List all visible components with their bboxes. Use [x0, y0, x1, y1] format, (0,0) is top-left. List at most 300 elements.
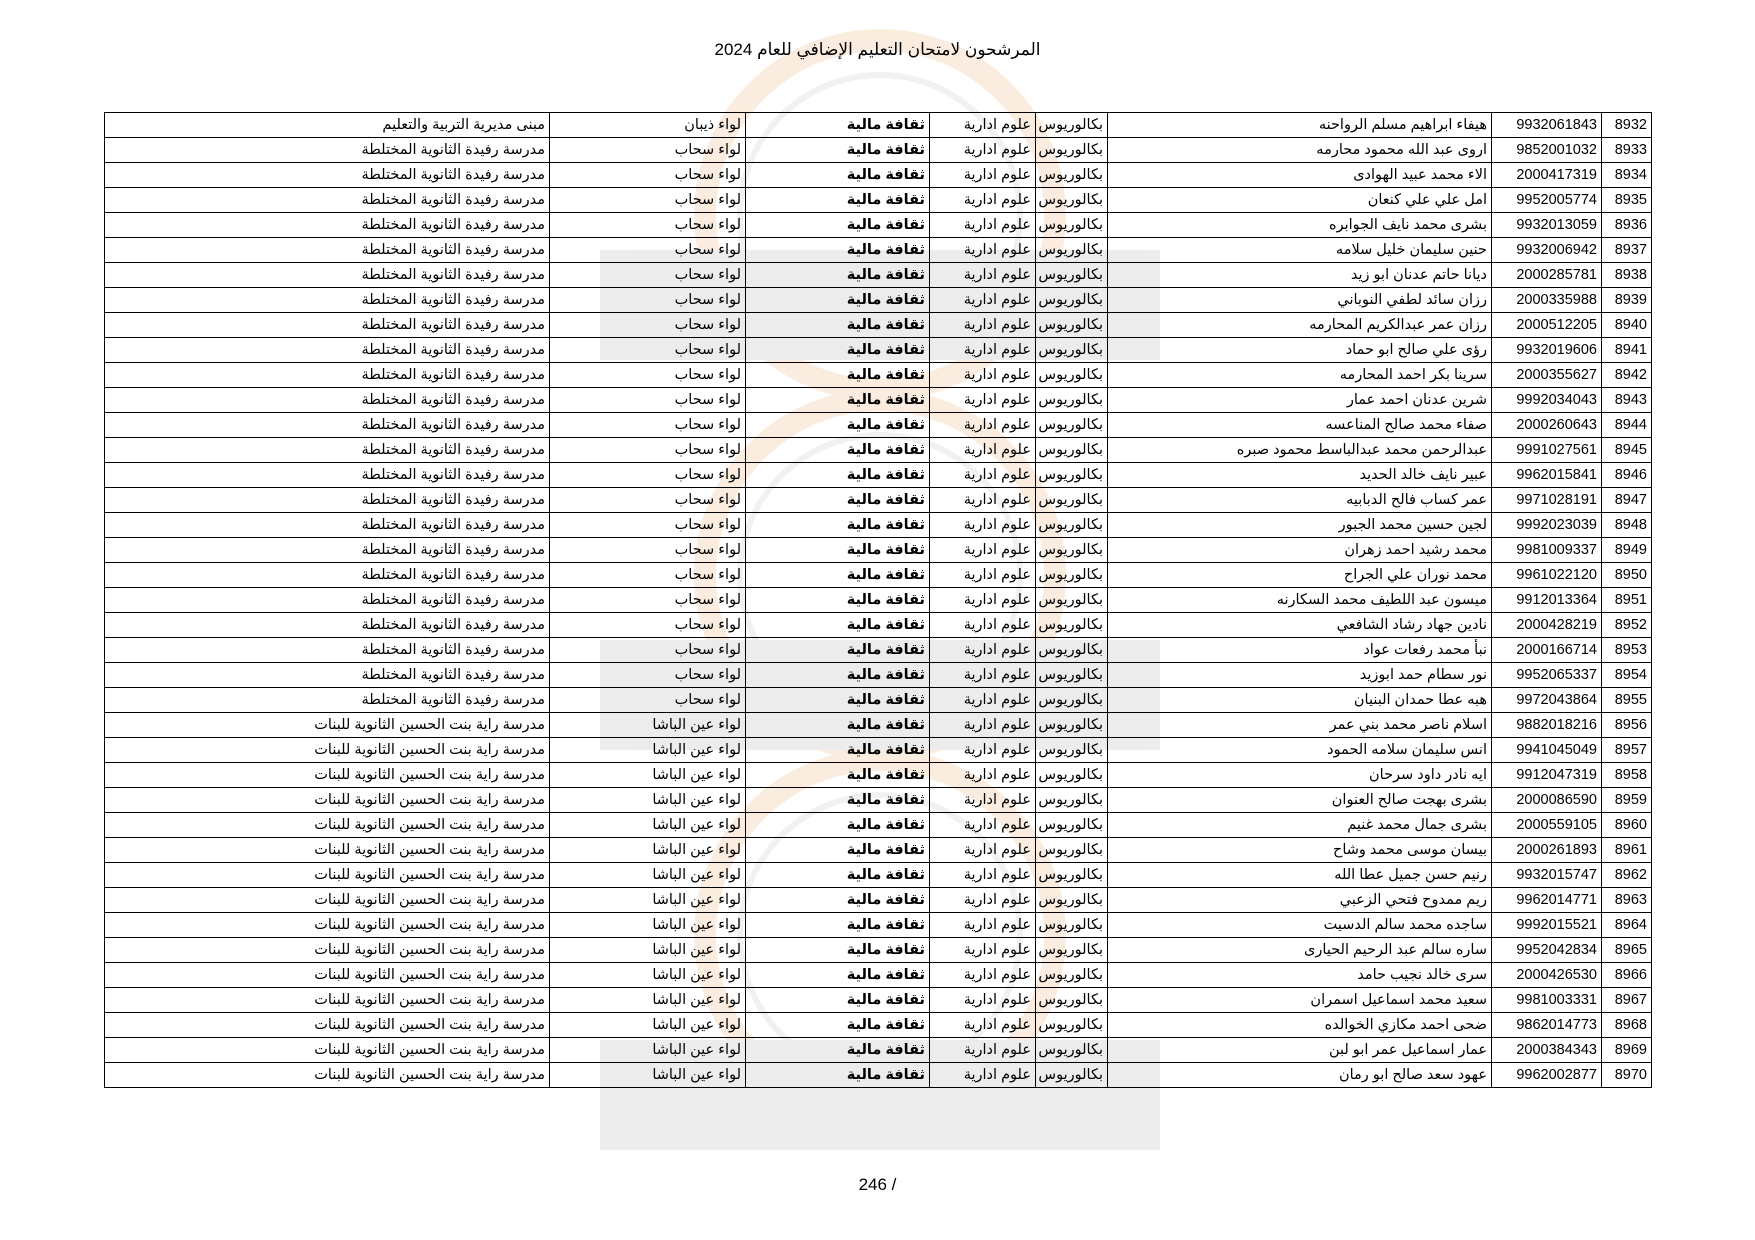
district-cell: لواء سحاب	[550, 163, 746, 188]
district-cell: لواء سحاب	[550, 463, 746, 488]
degree-cell: بكالوريوس	[1036, 763, 1108, 788]
table-row	[105, 713, 1652, 738]
degree-cell: بكالوريوس	[1036, 963, 1108, 988]
district-cell: لواء عين الباشا	[550, 938, 746, 963]
table-row	[105, 538, 1652, 563]
exam-subject-cell: ثقافة مالية	[746, 963, 930, 988]
district-cell: لواء سحاب	[550, 613, 746, 638]
candidate-name-cell: نادين جهاد رشاد الشافعي	[1108, 613, 1492, 638]
national-id-cell: 2000285781	[1492, 263, 1602, 288]
national-id-cell: 9952065337	[1492, 663, 1602, 688]
specialty-cell: علوم ادارية	[930, 563, 1036, 588]
degree-cell: بكالوريوس	[1036, 1038, 1108, 1063]
national-id-cell: 9992034043	[1492, 388, 1602, 413]
degree-cell: بكالوريوس	[1036, 838, 1108, 863]
page-number: 246 /	[858, 1175, 897, 1194]
row-number-cell: 8955	[1602, 688, 1652, 713]
table-row	[105, 513, 1652, 538]
specialty-cell: علوم ادارية	[930, 363, 1036, 388]
table-row	[105, 138, 1652, 163]
exam-venue-cell: مدرسة راية بنت الحسين الثانوية للبنات	[105, 763, 550, 788]
exam-venue-cell: مدرسة راية بنت الحسين الثانوية للبنات	[105, 888, 550, 913]
candidate-name-cell: بيسان موسى محمد وشاح	[1108, 838, 1492, 863]
table-row	[105, 413, 1652, 438]
table-row	[105, 338, 1652, 363]
candidate-name-cell: اروى عبد الله محمود محارمه	[1108, 138, 1492, 163]
degree-cell: بكالوريوس	[1036, 938, 1108, 963]
table-row	[105, 563, 1652, 588]
district-cell: لواء سحاب	[550, 388, 746, 413]
exam-subject-cell: ثقافة مالية	[746, 1038, 930, 1063]
candidates-table-body	[105, 113, 1652, 1088]
exam-venue-cell: مدرسة رفيدة الثانوية المختلطة	[105, 388, 550, 413]
exam-venue-cell: مدرسة رفيدة الثانوية المختلطة	[105, 563, 550, 588]
specialty-cell: علوم ادارية	[930, 638, 1036, 663]
candidate-name-cell: شرين عدنان احمد عمار	[1108, 388, 1492, 413]
exam-subject-cell: ثقافة مالية	[746, 988, 930, 1013]
national-id-cell: 9962002877	[1492, 1063, 1602, 1088]
table-row	[105, 1013, 1652, 1038]
exam-venue-cell: مدرسة راية بنت الحسين الثانوية للبنات	[105, 838, 550, 863]
specialty-cell: علوم ادارية	[930, 938, 1036, 963]
degree-cell: بكالوريوس	[1036, 238, 1108, 263]
national-id-cell: 9962015841	[1492, 463, 1602, 488]
specialty-cell: علوم ادارية	[930, 863, 1036, 888]
candidate-name-cell: امل علي علي كنعان	[1108, 188, 1492, 213]
row-number-cell: 8938	[1602, 263, 1652, 288]
row-number-cell: 8960	[1602, 813, 1652, 838]
row-number-cell: 8941	[1602, 338, 1652, 363]
exam-subject-cell: ثقافة مالية	[746, 913, 930, 938]
exam-venue-cell: مدرسة رفيدة الثانوية المختلطة	[105, 613, 550, 638]
table-row	[105, 263, 1652, 288]
table-row	[105, 463, 1652, 488]
national-id-cell: 9981009337	[1492, 538, 1602, 563]
national-id-cell: 2000335988	[1492, 288, 1602, 313]
specialty-cell: علوم ادارية	[930, 288, 1036, 313]
district-cell: لواء عين الباشا	[550, 863, 746, 888]
row-number-cell: 8966	[1602, 963, 1652, 988]
district-cell: لواء سحاب	[550, 313, 746, 338]
candidate-name-cell: هبه عطا حمدان البنيان	[1108, 688, 1492, 713]
candidate-name-cell: انس سليمان سلامه الحمود	[1108, 738, 1492, 763]
specialty-cell: علوم ادارية	[930, 213, 1036, 238]
row-number-cell: 8939	[1602, 288, 1652, 313]
table-row	[105, 763, 1652, 788]
district-cell: لواء سحاب	[550, 513, 746, 538]
exam-subject-cell: ثقافة مالية	[746, 688, 930, 713]
degree-cell: بكالوريوس	[1036, 538, 1108, 563]
exam-subject-cell: ثقافة مالية	[746, 663, 930, 688]
candidate-name-cell: بشرى بهجت صالح العنوان	[1108, 788, 1492, 813]
exam-venue-cell: مدرسة راية بنت الحسين الثانوية للبنات	[105, 1063, 550, 1088]
candidate-name-cell: رزان سائد لطفي النوباني	[1108, 288, 1492, 313]
national-id-cell: 9961022120	[1492, 563, 1602, 588]
specialty-cell: علوم ادارية	[930, 988, 1036, 1013]
candidate-name-cell: هيفاء ابراهيم مسلم الرواحنه	[1108, 113, 1492, 138]
exam-venue-cell: مدرسة رفيدة الثانوية المختلطة	[105, 138, 550, 163]
specialty-cell: علوم ادارية	[930, 813, 1036, 838]
specialty-cell: علوم ادارية	[930, 388, 1036, 413]
exam-subject-cell: ثقافة مالية	[746, 713, 930, 738]
national-id-cell: 9932019606	[1492, 338, 1602, 363]
exam-venue-cell: مدرسة رفيدة الثانوية المختلطة	[105, 313, 550, 338]
exam-venue-cell: مدرسة رفيدة الثانوية المختلطة	[105, 638, 550, 663]
candidate-name-cell: عمر كساب فالح الدبابيه	[1108, 488, 1492, 513]
specialty-cell: علوم ادارية	[930, 263, 1036, 288]
district-cell: لواء سحاب	[550, 663, 746, 688]
national-id-cell: 2000384343	[1492, 1038, 1602, 1063]
row-number-cell: 8944	[1602, 413, 1652, 438]
national-id-cell: 9972043864	[1492, 688, 1602, 713]
district-cell: لواء سحاب	[550, 413, 746, 438]
district-cell: لواء عين الباشا	[550, 763, 746, 788]
candidate-name-cell: ضحى احمد مكازي الخوالده	[1108, 1013, 1492, 1038]
national-id-cell: 9992023039	[1492, 513, 1602, 538]
exam-venue-cell: مبنى مديرية التربية والتعليم	[105, 113, 550, 138]
degree-cell: بكالوريوس	[1036, 288, 1108, 313]
exam-subject-cell: ثقافة مالية	[746, 338, 930, 363]
exam-subject-cell: ثقافة مالية	[746, 763, 930, 788]
table-row	[105, 813, 1652, 838]
specialty-cell: علوم ادارية	[930, 713, 1036, 738]
district-cell: لواء سحاب	[550, 238, 746, 263]
degree-cell: بكالوريوس	[1036, 738, 1108, 763]
table-row	[105, 888, 1652, 913]
district-cell: لواء سحاب	[550, 288, 746, 313]
exam-subject-cell: ثقافة مالية	[746, 888, 930, 913]
district-cell: لواء سحاب	[550, 488, 746, 513]
candidate-name-cell: بشرى محمد نايف الجوابره	[1108, 213, 1492, 238]
national-id-cell: 9962014771	[1492, 888, 1602, 913]
exam-venue-cell: مدرسة رفيدة الثانوية المختلطة	[105, 413, 550, 438]
table-row	[105, 163, 1652, 188]
exam-subject-cell: ثقافة مالية	[746, 388, 930, 413]
row-number-cell: 8959	[1602, 788, 1652, 813]
specialty-cell: علوم ادارية	[930, 663, 1036, 688]
row-number-cell: 8951	[1602, 588, 1652, 613]
table-row	[105, 913, 1652, 938]
district-cell: لواء سحاب	[550, 438, 746, 463]
national-id-cell: 9952042834	[1492, 938, 1602, 963]
candidate-name-cell: ميسون عبد اللطيف محمد السكارنه	[1108, 588, 1492, 613]
table-row	[105, 213, 1652, 238]
national-id-cell: 2000086590	[1492, 788, 1602, 813]
row-number-cell: 8970	[1602, 1063, 1652, 1088]
degree-cell: بكالوريوس	[1036, 188, 1108, 213]
specialty-cell: علوم ادارية	[930, 488, 1036, 513]
national-id-cell: 9862014773	[1492, 1013, 1602, 1038]
degree-cell: بكالوريوس	[1036, 913, 1108, 938]
exam-subject-cell: ثقافة مالية	[746, 313, 930, 338]
candidate-name-cell: سعيد محمد اسماعيل اسمران	[1108, 988, 1492, 1013]
row-number-cell: 8933	[1602, 138, 1652, 163]
degree-cell: بكالوريوس	[1036, 813, 1108, 838]
row-number-cell: 8937	[1602, 238, 1652, 263]
row-number-cell: 8964	[1602, 913, 1652, 938]
candidates-table	[104, 112, 1652, 1088]
degree-cell: بكالوريوس	[1036, 363, 1108, 388]
row-number-cell: 8943	[1602, 388, 1652, 413]
row-number-cell: 8947	[1602, 488, 1652, 513]
exam-venue-cell: مدرسة رفيدة الثانوية المختلطة	[105, 438, 550, 463]
degree-cell: بكالوريوس	[1036, 613, 1108, 638]
district-cell: لواء عين الباشا	[550, 988, 746, 1013]
candidate-name-cell: حنين سليمان خليل سلامه	[1108, 238, 1492, 263]
degree-cell: بكالوريوس	[1036, 113, 1108, 138]
row-number-cell: 8942	[1602, 363, 1652, 388]
national-id-cell: 9882018216	[1492, 713, 1602, 738]
degree-cell: بكالوريوس	[1036, 1013, 1108, 1038]
district-cell: لواء ذيبان	[550, 113, 746, 138]
table-row	[105, 788, 1652, 813]
degree-cell: بكالوريوس	[1036, 863, 1108, 888]
row-number-cell: 8940	[1602, 313, 1652, 338]
national-id-cell: 2000426530	[1492, 963, 1602, 988]
row-number-cell: 8945	[1602, 438, 1652, 463]
row-number-cell: 8934	[1602, 163, 1652, 188]
table-row	[105, 188, 1652, 213]
row-number-cell: 8969	[1602, 1038, 1652, 1063]
candidate-name-cell: صفاء محمد صالح المناعسه	[1108, 413, 1492, 438]
exam-subject-cell: ثقافة مالية	[746, 238, 930, 263]
exam-subject-cell: ثقافة مالية	[746, 813, 930, 838]
exam-subject-cell: ثقافة مالية	[746, 438, 930, 463]
row-number-cell: 8953	[1602, 638, 1652, 663]
degree-cell: بكالوريوس	[1036, 313, 1108, 338]
national-id-cell: 2000559105	[1492, 813, 1602, 838]
exam-venue-cell: مدرسة راية بنت الحسين الثانوية للبنات	[105, 963, 550, 988]
district-cell: لواء عين الباشا	[550, 963, 746, 988]
district-cell: لواء سحاب	[550, 263, 746, 288]
national-id-cell: 2000512205	[1492, 313, 1602, 338]
row-number-cell: 8968	[1602, 1013, 1652, 1038]
degree-cell: بكالوريوس	[1036, 588, 1108, 613]
national-id-cell: 9912047319	[1492, 763, 1602, 788]
exam-subject-cell: ثقافة مالية	[746, 363, 930, 388]
exam-venue-cell: مدرسة راية بنت الحسين الثانوية للبنات	[105, 713, 550, 738]
district-cell: لواء عين الباشا	[550, 713, 746, 738]
specialty-cell: علوم ادارية	[930, 963, 1036, 988]
table-row	[105, 313, 1652, 338]
national-id-cell: 9932061843	[1492, 113, 1602, 138]
specialty-cell: علوم ادارية	[930, 763, 1036, 788]
specialty-cell: علوم ادارية	[930, 788, 1036, 813]
exam-subject-cell: ثقافة مالية	[746, 613, 930, 638]
page-title: المرشحون لامتحان التعليم الإضافي للعام 2024	[714, 40, 1041, 59]
district-cell: لواء عين الباشا	[550, 888, 746, 913]
candidate-name-cell: ساره سالم عبد الرحيم الحيارى	[1108, 938, 1492, 963]
exam-venue-cell: مدرسة رفيدة الثانوية المختلطة	[105, 163, 550, 188]
row-number-cell: 8950	[1602, 563, 1652, 588]
row-number-cell: 8954	[1602, 663, 1652, 688]
table-row	[105, 838, 1652, 863]
table-row	[105, 1038, 1652, 1063]
national-id-cell: 9952005774	[1492, 188, 1602, 213]
candidate-name-cell: رنيم حسن جميل عطا الله	[1108, 863, 1492, 888]
national-id-cell: 2000355627	[1492, 363, 1602, 388]
row-number-cell: 8935	[1602, 188, 1652, 213]
degree-cell: بكالوريوس	[1036, 713, 1108, 738]
national-id-cell: 9981003331	[1492, 988, 1602, 1013]
candidate-name-cell: نبأ محمد رفعات عواد	[1108, 638, 1492, 663]
table-row	[105, 638, 1652, 663]
exam-venue-cell: مدرسة راية بنت الحسين الثانوية للبنات	[105, 1038, 550, 1063]
table-row	[105, 238, 1652, 263]
degree-cell: بكالوريوس	[1036, 488, 1108, 513]
district-cell: لواء سحاب	[550, 188, 746, 213]
row-number-cell: 8962	[1602, 863, 1652, 888]
exam-venue-cell: مدرسة رفيدة الثانوية المختلطة	[105, 513, 550, 538]
exam-subject-cell: ثقافة مالية	[746, 488, 930, 513]
table-row	[105, 663, 1652, 688]
table-row	[105, 938, 1652, 963]
district-cell: لواء سحاب	[550, 213, 746, 238]
specialty-cell: علوم ادارية	[930, 163, 1036, 188]
national-id-cell: 9932013059	[1492, 213, 1602, 238]
district-cell: لواء عين الباشا	[550, 1013, 746, 1038]
candidate-name-cell: نور سطام حمد ابوزيد	[1108, 663, 1492, 688]
district-cell: لواء سحاب	[550, 538, 746, 563]
specialty-cell: علوم ادارية	[930, 113, 1036, 138]
row-number-cell: 8946	[1602, 463, 1652, 488]
row-number-cell: 8936	[1602, 213, 1652, 238]
national-id-cell: 9992015521	[1492, 913, 1602, 938]
exam-subject-cell: ثقافة مالية	[746, 563, 930, 588]
specialty-cell: علوم ادارية	[930, 338, 1036, 363]
degree-cell: بكالوريوس	[1036, 263, 1108, 288]
row-number-cell: 8952	[1602, 613, 1652, 638]
row-number-cell: 8956	[1602, 713, 1652, 738]
specialty-cell: علوم ادارية	[930, 188, 1036, 213]
exam-venue-cell: مدرسة رفيدة الثانوية المختلطة	[105, 488, 550, 513]
exam-subject-cell: ثقافة مالية	[746, 788, 930, 813]
specialty-cell: علوم ادارية	[930, 838, 1036, 863]
exam-venue-cell: مدرسة رفيدة الثانوية المختلطة	[105, 588, 550, 613]
exam-subject-cell: ثقافة مالية	[746, 413, 930, 438]
specialty-cell: علوم ادارية	[930, 513, 1036, 538]
table-row	[105, 988, 1652, 1013]
exam-venue-cell: مدرسة رفيدة الثانوية المختلطة	[105, 288, 550, 313]
specialty-cell: علوم ادارية	[930, 1063, 1036, 1088]
degree-cell: بكالوريوس	[1036, 463, 1108, 488]
national-id-cell: 9991027561	[1492, 438, 1602, 463]
row-number-cell: 8961	[1602, 838, 1652, 863]
exam-venue-cell: مدرسة رفيدة الثانوية المختلطة	[105, 263, 550, 288]
exam-subject-cell: ثقافة مالية	[746, 113, 930, 138]
table-row	[105, 438, 1652, 463]
degree-cell: بكالوريوس	[1036, 563, 1108, 588]
candidate-name-cell: عمار اسماعيل عمر ابو لبن	[1108, 1038, 1492, 1063]
candidate-name-cell: بشرى جمال محمد غنيم	[1108, 813, 1492, 838]
district-cell: لواء عين الباشا	[550, 1063, 746, 1088]
specialty-cell: علوم ادارية	[930, 588, 1036, 613]
exam-venue-cell: مدرسة راية بنت الحسين الثانوية للبنات	[105, 738, 550, 763]
table-row	[105, 1063, 1652, 1088]
candidate-name-cell: محمد نوران علي الجراح	[1108, 563, 1492, 588]
national-id-cell: 9941045049	[1492, 738, 1602, 763]
table-row	[105, 488, 1652, 513]
candidate-name-cell: سرينا بكر احمد المحارمه	[1108, 363, 1492, 388]
table-row	[105, 363, 1652, 388]
row-number-cell: 8957	[1602, 738, 1652, 763]
exam-subject-cell: ثقافة مالية	[746, 188, 930, 213]
exam-subject-cell: ثقافة مالية	[746, 538, 930, 563]
specialty-cell: علوم ادارية	[930, 313, 1036, 338]
candidate-name-cell: رزان عمر عبدالكريم المحارمه	[1108, 313, 1492, 338]
row-number-cell: 8949	[1602, 538, 1652, 563]
table-row	[105, 388, 1652, 413]
candidate-name-cell: ديانا حاتم عدنان ابو زيد	[1108, 263, 1492, 288]
exam-venue-cell: مدرسة رفيدة الثانوية المختلطة	[105, 688, 550, 713]
degree-cell: بكالوريوس	[1036, 138, 1108, 163]
district-cell: لواء سحاب	[550, 638, 746, 663]
specialty-cell: علوم ادارية	[930, 538, 1036, 563]
district-cell: لواء عين الباشا	[550, 1038, 746, 1063]
candidate-name-cell: عبير نايف خالد الحديد	[1108, 463, 1492, 488]
row-number-cell: 8967	[1602, 988, 1652, 1013]
table-row	[105, 588, 1652, 613]
exam-subject-cell: ثقافة مالية	[746, 638, 930, 663]
exam-venue-cell: مدرسة رفيدة الثانوية المختلطة	[105, 363, 550, 388]
table-row	[105, 688, 1652, 713]
exam-subject-cell: ثقافة مالية	[746, 213, 930, 238]
national-id-cell: 9912013364	[1492, 588, 1602, 613]
district-cell: لواء سحاب	[550, 338, 746, 363]
degree-cell: بكالوريوس	[1036, 338, 1108, 363]
exam-venue-cell: مدرسة راية بنت الحسين الثانوية للبنات	[105, 938, 550, 963]
degree-cell: بكالوريوس	[1036, 1063, 1108, 1088]
candidate-name-cell: رؤى علي صالح ابو حماد	[1108, 338, 1492, 363]
candidate-name-cell: لجين حسين محمد الجبور	[1108, 513, 1492, 538]
candidate-name-cell: الاء محمد عبيد الهوادى	[1108, 163, 1492, 188]
degree-cell: بكالوريوس	[1036, 788, 1108, 813]
candidate-name-cell: عبدالرحمن محمد عبدالباسط محمود صبره	[1108, 438, 1492, 463]
exam-subject-cell: ثقافة مالية	[746, 1063, 930, 1088]
table-row	[105, 863, 1652, 888]
candidate-name-cell: ساجده محمد سالم الدسيت	[1108, 913, 1492, 938]
candidate-name-cell: اسلام ناصر محمد بني عمر	[1108, 713, 1492, 738]
exam-venue-cell: مدرسة راية بنت الحسين الثانوية للبنات	[105, 988, 550, 1013]
table-row	[105, 113, 1652, 138]
district-cell: لواء عين الباشا	[550, 813, 746, 838]
specialty-cell: علوم ادارية	[930, 463, 1036, 488]
exam-venue-cell: مدرسة راية بنت الحسين الثانوية للبنات	[105, 788, 550, 813]
degree-cell: بكالوريوس	[1036, 638, 1108, 663]
exam-subject-cell: ثقافة مالية	[746, 938, 930, 963]
row-number-cell: 8932	[1602, 113, 1652, 138]
national-id-cell: 9852001032	[1492, 138, 1602, 163]
exam-venue-cell: مدرسة رفيدة الثانوية المختلطة	[105, 188, 550, 213]
national-id-cell: 9971028191	[1492, 488, 1602, 513]
district-cell: لواء سحاب	[550, 588, 746, 613]
district-cell: لواء سحاب	[550, 563, 746, 588]
specialty-cell: علوم ادارية	[930, 138, 1036, 163]
specialty-cell: علوم ادارية	[930, 1038, 1036, 1063]
degree-cell: بكالوريوس	[1036, 163, 1108, 188]
national-id-cell: 2000260643	[1492, 413, 1602, 438]
table-row	[105, 738, 1652, 763]
district-cell: لواء عين الباشا	[550, 738, 746, 763]
national-id-cell: 2000166714	[1492, 638, 1602, 663]
exam-venue-cell: مدرسة رفيدة الثانوية المختلطة	[105, 463, 550, 488]
exam-subject-cell: ثقافة مالية	[746, 263, 930, 288]
exam-venue-cell: مدرسة راية بنت الحسين الثانوية للبنات	[105, 863, 550, 888]
degree-cell: بكالوريوس	[1036, 688, 1108, 713]
degree-cell: بكالوريوس	[1036, 888, 1108, 913]
specialty-cell: علوم ادارية	[930, 688, 1036, 713]
row-number-cell: 8963	[1602, 888, 1652, 913]
